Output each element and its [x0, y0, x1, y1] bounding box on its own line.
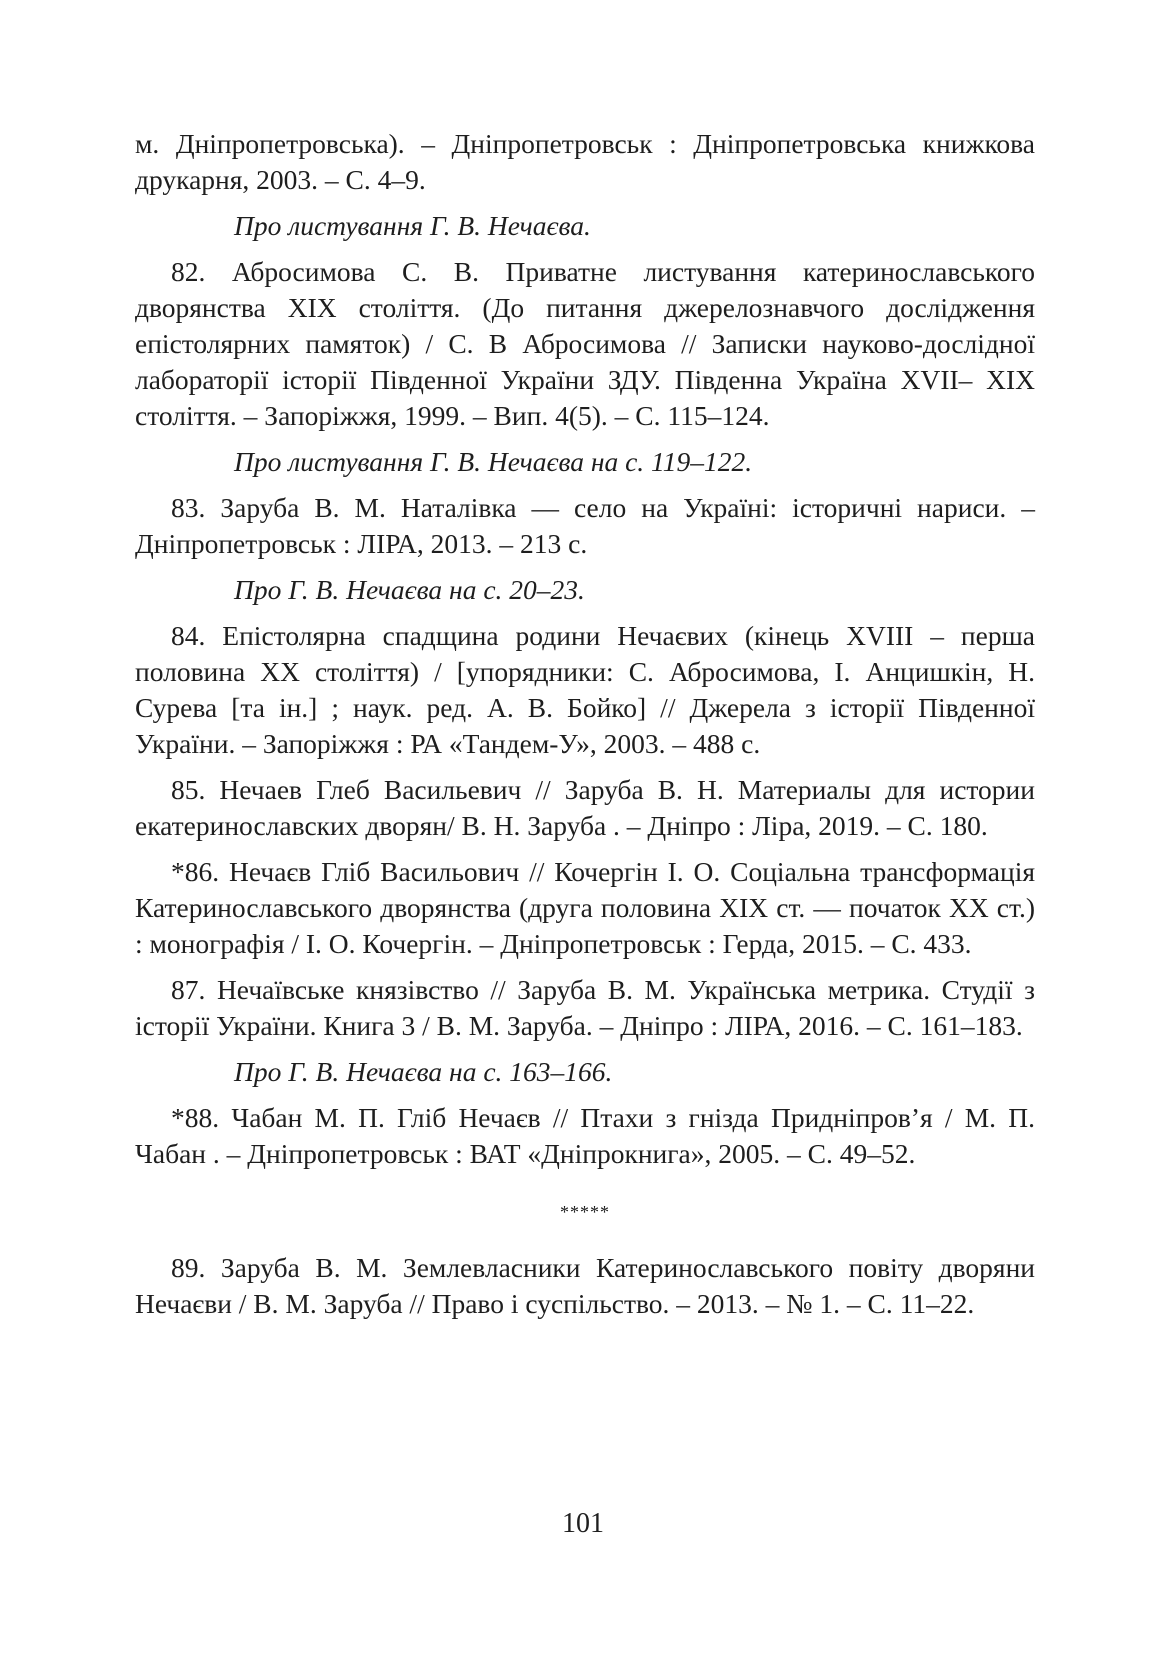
bibliography-entry: 87. Нечаївське князівство // Заруба В. М. Українська метрика. Студії з історії України. Книга 3 / В. М. Заруба. – Дніпро : ЛІРА, 2016. – С. 161–183.	[135, 974, 1035, 1041]
bibliography-entry: 84. Епістолярна спадщина родини Нечаєвих (кінець XVIII – перша половина XX століття) / [упорядники: С. Абросимова, І. Анцишкін, Н. Сурева [та ін.] ; наук. ред. А. В. Бойко] // Джерела з історії Південної України. – Запоріжжя : РА «Тандем-У», 2003. – 488 с.	[135, 620, 1035, 759]
entry-note: Про листування Г. В. Нечаєва.	[234, 210, 591, 241]
bibliography-entry: 82. Абросимова С. В. Приватне листування катеринославського дворянства XIX століття. (До питання джерелознавчого дослідження епістолярних памяток) / С. В Абросимова // Записки науково-дослідної лабораторії історії Південної України ЗДУ. Південна Україна XVII– XIX століття. – Запоріжжя, 1999. – Вип. 4(5). – С. 115–124.	[135, 256, 1035, 431]
page-number: 101	[562, 1508, 604, 1539]
entry-note: Про Г. В. Нечаєва на с. 20–23.	[234, 574, 585, 605]
bibliography-entry: м. Дніпропетровська). – Дніпропетровськ : Дніпропетровська книжкова друкарня, 2003. – С. 4–9.	[135, 128, 1035, 195]
bibliography-entry: 89. Заруба В. М. Землевласники Катеринославського повіту дворяни Нечаєви / В. М. Заруба // Право і суспільство. – 2013. – № 1. – С. 11–22.	[135, 1252, 1035, 1319]
bibliography-entry: 85. Нечаев Глеб Васильевич // Заруба В. Н. Материалы для истории екатеринославских дворян/ В. Н. Заруба . – Дніпро : Ліра, 2019. – С. 180.	[135, 774, 1035, 841]
entry-note: Про Г. В. Нечаєва на с. 163–166.	[234, 1056, 613, 1087]
entry-note: Про листування Г. В. Нечаєва на с. 119–122.	[234, 446, 753, 477]
bibliography-entry: *86. Нечаєв Гліб Васильович // Кочергін І. О. Соціальна трансформація Катеринославського дворянства (друга половина XIX ст. — початок XX ст.) : монографія / І. О. Кочергін. – Дніпропетровськ : Герда, 2015. – С. 433.	[135, 856, 1035, 959]
bibliography-entry: 83. Заруба В. М. Наталівка — село на Україні: історичні нариси. – Дніпропетровськ : ЛІРА, 2013. – 213 с.	[135, 492, 1035, 559]
page-body	[135, 126, 1035, 1332]
section-separator: *****	[560, 1202, 610, 1222]
bibliography-entry: *88. Чабан М. П. Гліб Нечаєв // Птахи з гнізда Придніпров’я / М. П. Чабан . – Дніпропетровськ : ВАТ «Дніпрокнига», 2005. – С. 49–52.	[135, 1102, 1035, 1169]
